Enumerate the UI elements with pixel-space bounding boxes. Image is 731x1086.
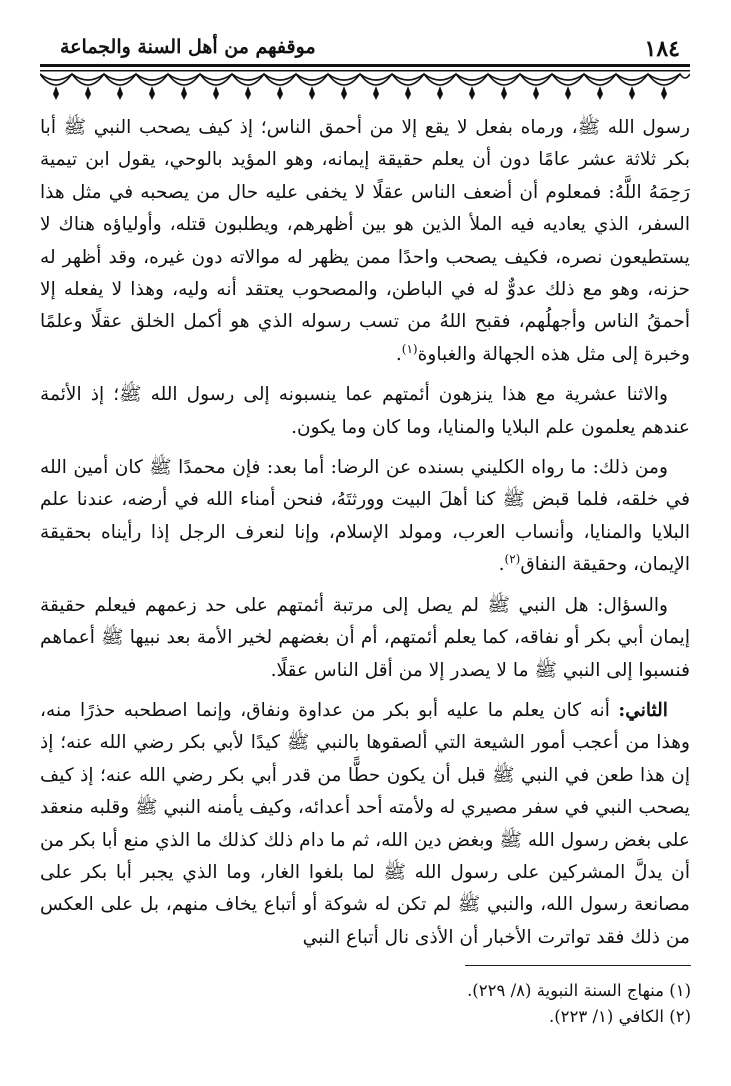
footnote-item: (١) منهاج السنة النبوية (٨/ ٢٢٩).	[467, 981, 691, 1000]
running-title: موقفهم من أهل السنة والجماعة	[60, 36, 316, 58]
body-paragraph: والاثنا عشرية مع هذا ينزهون أئمتهم عما ينسبونه إلى رسول الله ﷺ؛ إذ الأئمة عندهم يعلمون علم البلايا والمنايا، وما كان وما يكون.	[40, 384, 690, 438]
page-number: ١٨٤	[644, 36, 680, 62]
decorative-border-ornament	[40, 62, 690, 102]
footnote-ref: (١)	[401, 341, 418, 356]
footnotes	[41, 978, 691, 1030]
body-paragraph: الثاني: أنه كان يعلم ما عليه أبو بكر من عداوة ونفاق، وإنما اصطحبه حذرًا منه، وهذا من أعجب أمور الشيعة التي ألصقوها بالنبي ﷺ كيدًا لأبي بكر رضي الله عنه؛ إذ إن هذا طعن في النبي ﷺ قبل أن يكون حطًّا من قدر أبي بكر رضي الله عنه؛ إذ كيف يصحب النبي في سفر مصيري له ولأمته أحد أعدائه، وكيف يأمنه النبي ﷺ وقلبه منعقد على بغض رسول الله ﷺ وبغض دين الله، ثم ما دام ذلك كذلك ما الذي منع أبا بكر من أن يدلَّ المشركين على رسول الله ﷺ لما بلغوا الغار، وما الذي يجبر أبا بكر على مصانعة رسول الله، والنبي ﷺ لم تكن له شوكة أو أتباع يخاف منهم، بل على العكس من ذلك فقد تواترت الأخبار أن الأذى نال أتباع النبي	[40, 699, 690, 948]
body-paragraph: والسؤال: هل النبي ﷺ لم يصل إلى مرتبة أئمتهم على حد زعمهم فيعلم حقيقة إيمان أبي بكر أو نفاقه، كما يعلم أئمتهم، أم أن بغضهم لخير الأمة بعد نبيها ﷺ أعماهم فنسبوا إلى النبي ﷺ ما لا يصدر إلا من أقل الناس عقلًا.	[40, 594, 690, 681]
body-paragraph: ومن ذلك: ما رواه الكليني بسنده عن الرضا: أما بعد: فإن محمدًا ﷺ كان أمين الله في خلقه، فلما قبض ﷺ كنا أهلَ البيت وورثتَهُ، فنحن أمناء الله في أرضه، عندنا علم البلايا والمنايا، وأنساب العرب، ومولد الإسلام، وإنا لنعرف الرجل إذا رأيناه بحقيقة الإيمان، وحقيقة النفاق$^{(٢)}$.	[40, 457, 690, 576]
footnote-divider	[465, 965, 691, 966]
page-header	[60, 36, 680, 60]
page-body	[40, 112, 690, 962]
footnote-item: (٢) الكافي (١/ ٢٢٣).	[548, 1007, 691, 1026]
section-label: الثاني:	[618, 699, 668, 721]
body-paragraph: رسول الله ﷺ، ورماه بفعل لا يقع إلا من أحمق الناس؛ إذ كيف يصحب النبي ﷺ أبا بكر ثلاثة عشر عامًا دون أن يعلم حقيقة إيمانه، وهو المؤيد بالوحي، يقول ابن تيمية رَحِمَهُ اللَّهُ: فمعلوم أن أضعف الناس عقلًا لا يخفى عليه حال من يصحبه في مثل هذا السفر، الذي يعاديه فيه الملأ الذين هو بين أظهرهم، ويطلبون قتله، وأولياؤه هناك لا يستطيعون نصره، فكيف يصحب واحدًا ممن يظهر له موالاته دون غيره، وقد أظهر له حزنه، وهو مع ذلك عدوٌّ له في الباطن، والمصحوب يعتقد أنه وليه، وهذا لا يفعله إلا أحمقُ الناس وأجهلُهم، فقبح اللهُ من تسب رسوله الذي هو أكمل الخلق عقلًا وعلمًا وخبرة إلى مثل هذه الجهالة والغباوة$^{(١)}$.	[40, 117, 690, 365]
footnote-ref: (٢)	[504, 552, 521, 567]
